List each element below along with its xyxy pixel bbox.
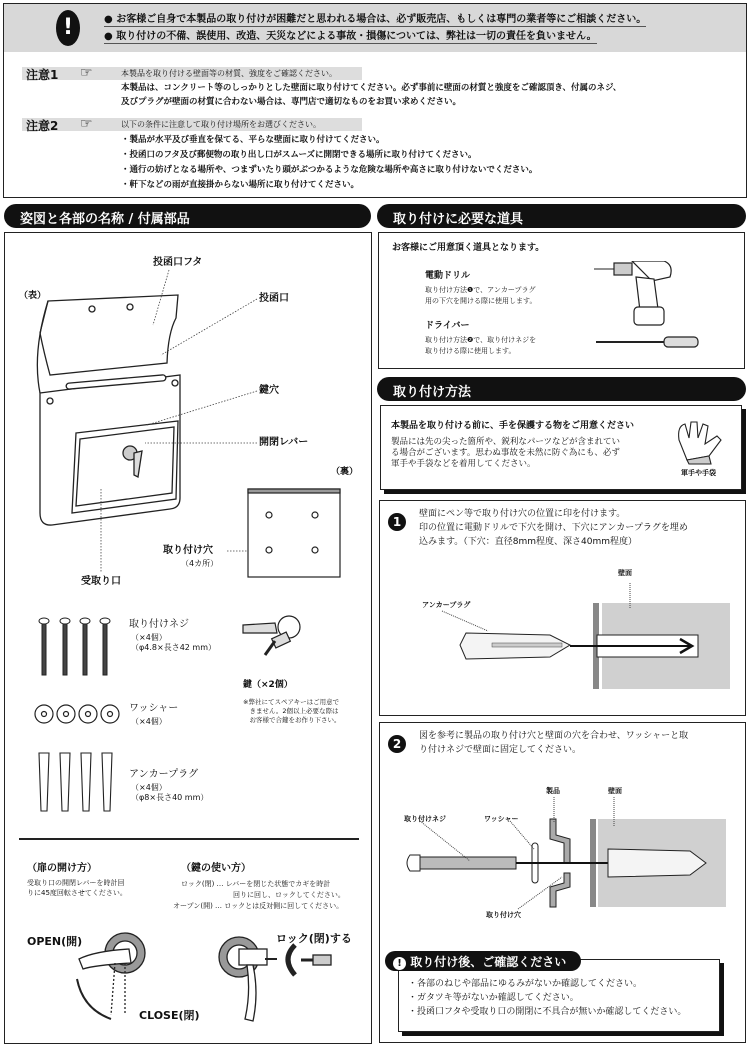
drill-icon [594, 261, 684, 331]
caution2-item: ・製品が水平及び垂直を保てる、平らな壁面に取り付けてください。 [121, 135, 385, 145]
anchor-plugs-illustration [35, 751, 121, 815]
step1-text: 印の位置に電動ドリルで下穴を開け、下穴にアンカープラグを埋め [419, 523, 688, 533]
step2-washer-label: ワッシャー [484, 815, 519, 823]
key-name: 鍵（×2個） [243, 680, 293, 690]
step1-plug-label: アンカープラグ [422, 601, 471, 609]
plug-name: アンカープラグ [129, 769, 199, 780]
step2-panel [379, 722, 746, 1043]
step2-number: 2 [388, 735, 406, 753]
drill-name: 電動ドリル [425, 271, 471, 281]
gloves-body: る場合がございます。思わぬ事故を未然に防ぐ為にも、必ず [391, 448, 620, 458]
pointing-hand-icon: ☞ [80, 65, 93, 81]
label-lever: 開閉レバー [259, 437, 309, 448]
parts-panel [4, 232, 372, 1044]
method-section-header: 取り付け方法 [377, 377, 746, 401]
screwdriver-icon [594, 335, 704, 349]
step2-text: 図を参考に製品の取り付け穴と壁面の穴を合わせ、ワッシャーと取 [419, 731, 689, 741]
confirm-item: ・投函口フタや受取り口の開閉に不具合が無いか確認してください。 [408, 1007, 687, 1017]
tools-intro: お客様にご用意頂く道具となります。 [392, 243, 545, 253]
driver-desc: 取り付け方法❷で、取り付けネジを [425, 336, 537, 344]
key-note: きません。2個以上必要な際は [243, 707, 339, 715]
exclamation-icon: ! [56, 10, 80, 46]
caution1-heading: 本製品を取り付ける壁面等の材質、強度をご確認ください。 [121, 69, 337, 78]
step1-text: 壁面にペン等で取り付け穴の位置に印を付けます。 [419, 509, 626, 519]
caution1-label: 注意1 [26, 68, 59, 82]
caution2-item: ・軒下などの雨が直接掛からない場所に取り付けてください。 [121, 180, 360, 190]
alert-icon: ! [393, 957, 406, 970]
gloves-notice [380, 405, 742, 490]
label-keyhole: 鍵穴 [259, 385, 279, 396]
caution2-heading: 以下の条件に注意して取り付け場所をお選びください。 [121, 120, 321, 129]
open-how-title: （扉の開け方） [27, 863, 97, 874]
screws-illustration [35, 617, 115, 679]
pointing-hand-icon: ☞ [80, 116, 93, 132]
caution2-item: ・通行の妨げとなる場所や、つまずいたり頭がぶつかるような危険な場所や高さに取り付けないでください。 [121, 165, 538, 175]
gloves-body: 製品には先の尖った箇所や、鋭利なパーツなどが含まれてい [391, 437, 620, 447]
confirm-title: 取り付け後、ご確認ください [410, 955, 567, 969]
drill-desc: 取り付け方法❶で、アンカープラグ [425, 286, 536, 294]
label-front: （表） [19, 291, 47, 301]
step1-number: 1 [388, 513, 406, 531]
key-note: ※弊社にてスペアキーはご用意で [243, 698, 340, 706]
confirm-header [385, 951, 581, 971]
label-receiver: 受取り口 [81, 576, 121, 587]
key-how-text: 回りに回し、ロックしてください。 [233, 891, 345, 899]
key-how-text: オープン(開) … ロックとは反対側に回してください。 [173, 902, 344, 910]
washer-qty: （×4個） [131, 717, 167, 726]
divider [19, 838, 359, 840]
driver-desc: 取り付ける際に使用します。 [425, 347, 516, 355]
label-mount-holes-count: （4カ所） [181, 559, 219, 568]
open-how-text: りに45度回転させてください。 [27, 889, 127, 897]
washers-illustration [33, 703, 123, 725]
label-back: （裏） [331, 467, 359, 477]
caution1-body: 及びプラグが壁面の材質に合わない場合は、専門店で適切なものをお買い求めください。 [121, 97, 462, 107]
step1-panel [379, 500, 746, 716]
step1-diagram [380, 579, 747, 699]
gloves-body: 軍手や手袋などを着用してください。 [391, 459, 536, 469]
label-mount-holes: 取り付け穴 [163, 545, 213, 556]
plug-spec: （φ8×長さ40 mm） [131, 793, 209, 802]
label-lid: 投函口フタ [153, 257, 203, 268]
step2-hole-label: 取り付け穴 [486, 911, 521, 919]
warning-line-1: ● お客様ご自身で本製品の取り付けが困難だと思われる場合は、必ず販売店、もしくは専門の業者等にご相談ください。 [104, 14, 647, 25]
open-how-text: 受取り口の開閉レバーを時計回 [27, 879, 125, 887]
step2-product-label: 製品 [546, 787, 560, 795]
washer-name: ワッシャー [129, 703, 179, 714]
tools-panel [378, 232, 745, 369]
key-illustration [241, 611, 305, 661]
screw-name: 取り付けネジ [129, 619, 189, 630]
step1-wall-label: 壁面 [618, 569, 632, 577]
lock-label: ロック(閉)する [276, 932, 352, 945]
step2-screw-label: 取り付けネジ [404, 815, 446, 823]
plug-qty: （×4個） [131, 783, 167, 792]
caution1-body: 本製品は、コンクリート等のしっかりとした壁面に取り付けてください。必ず事前に壁面の材質と強度をご確認頂き、付属のネジ、 [121, 83, 622, 93]
mailbox-back-illustration [243, 483, 347, 583]
step2-wall-label: 壁面 [608, 787, 622, 795]
step2-text: り付けネジで壁面に固定してください。 [419, 745, 582, 755]
drill-desc: 用の下穴を開ける際に使用します。 [425, 297, 537, 305]
gloves-caption: 軍手や手袋 [681, 469, 716, 477]
close-label: CLOSE(閉) [139, 1009, 200, 1022]
warning-banner [4, 4, 746, 52]
key-how-title: （鍵の使い方） [181, 863, 251, 874]
caution2-label: 注意2 [26, 119, 59, 133]
label-slot: 投函口 [259, 293, 289, 304]
screw-qty: （×4個） [131, 633, 167, 642]
key-how-text: ロック(閉) … レバーを閉じた状態でカギを時計 [181, 880, 331, 888]
driver-name: ドライバー [425, 321, 470, 331]
key-note: お客様で合鍵をお作り下さい。 [243, 716, 341, 724]
parts-section-header: 姿図と各部の名称 / 付属部品 [4, 204, 371, 228]
caution-box [3, 3, 747, 198]
step1-text: 込みます。（下穴：直径8mm程度、深さ40mm程度） [419, 537, 638, 547]
confirm-item: ・各部のねじや部品にゆるみがないか確認してください。 [408, 979, 643, 989]
open-label: OPEN(開) [27, 935, 83, 948]
warning-line-2: ● 取り付けの不備、誤使用、改造、天災などによる事故・損傷については、弊社は一切の責任を負いません。 [104, 31, 597, 42]
confirm-item: ・ガタツキ等がないか確認してください。 [408, 993, 579, 1003]
tools-section-header: 取り付けに必要な道具 [377, 204, 746, 228]
gloves-icon [673, 420, 728, 465]
caution2-item: ・投函口のフタ及び郵便物の取り出し口がスムーズに開閉できる場所に取り付けてください。 [121, 150, 477, 160]
gloves-title: 本製品を取り付ける前に、手を保護する物をご用意ください [391, 421, 635, 431]
step2-diagram [380, 793, 747, 913]
screw-spec: （φ4.8×長さ42 mm） [131, 643, 217, 652]
